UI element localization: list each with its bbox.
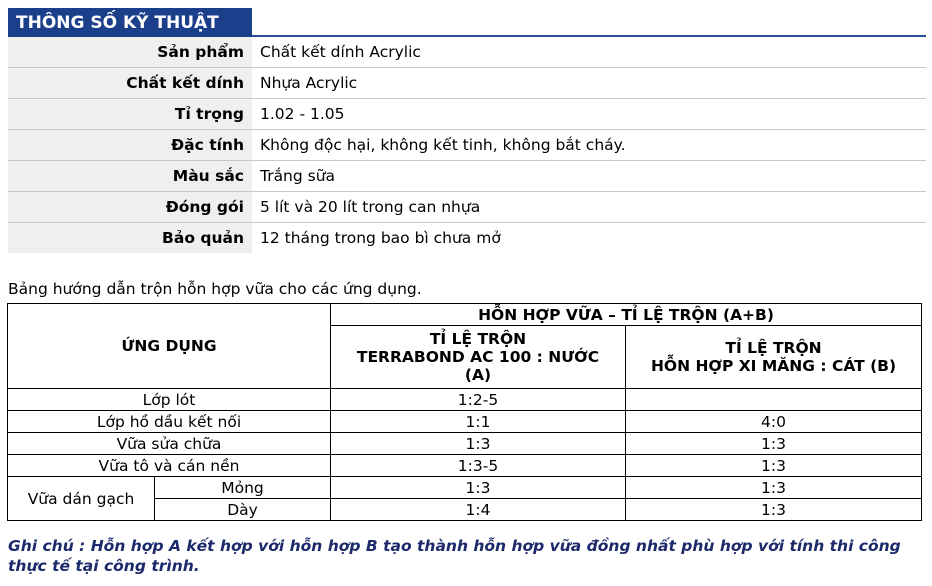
row-application: Lớp lót (8, 389, 331, 411)
header-group: HỖN HỢP VỮA – TỈ LỆ TRỘN (A+B) (331, 304, 922, 326)
spec-label: Tỉ trọng (8, 99, 252, 130)
row-ratio-b: 1:3 (626, 433, 922, 455)
spec-row (8, 68, 926, 99)
spec-row (8, 37, 926, 68)
mix-note: Ghi chú : Hỗn hợp A kết hợp với hỗn hợp B tạo thành hỗn hợp vữa đồng nhất phù hợp với tính thi công thực tế tại công trình. (8, 537, 901, 575)
row-ratio-a: 1:3 (331, 477, 626, 499)
row-application: Vữa tô và cán nền (8, 455, 331, 477)
spec-value: Trắng sữa (252, 161, 926, 192)
header-col-a: TỈ LỆ TRỘN TERRABOND AC 100 : NƯỚC (A) (331, 326, 626, 389)
spec-value: 5 lít và 20 lít trong can nhựa (252, 192, 926, 223)
spec-header (8, 8, 926, 37)
tile-application: Vữa dán gạch (8, 477, 155, 521)
tile-sub-name: Mỏng (155, 477, 331, 499)
spec-table (8, 37, 926, 253)
mix-header-row (8, 304, 922, 326)
spec-label: Đặc tính (8, 130, 252, 161)
header-col-b: TỈ LỆ TRỘN HỖN HỢP XI MĂNG : CÁT (B) (626, 326, 922, 389)
spec-title: THÔNG SỐ KỸ THUẬT (8, 8, 252, 37)
row-ratio-b: 4:0 (626, 411, 922, 433)
row-ratio-b: 1:3 (626, 455, 922, 477)
spec-row (8, 223, 926, 254)
spec-row (8, 130, 926, 161)
row-ratio-a: 1:2-5 (331, 389, 626, 411)
tile-sub-name: Dày (155, 499, 331, 521)
mix-table (7, 303, 922, 521)
row-ratio-a: 1:1 (331, 411, 626, 433)
row-ratio-b (626, 389, 922, 411)
table-row (8, 389, 922, 411)
table-row (8, 477, 922, 499)
row-ratio-a: 1:3 (331, 433, 626, 455)
row-ratio-a: 1:4 (331, 499, 626, 521)
spec-label: Bảo quản (8, 223, 252, 254)
spec-value: Không độc hại, không kết tinh, không bắt cháy. (252, 130, 926, 161)
table-row (8, 433, 922, 455)
spec-row (8, 161, 926, 192)
spec-value: 1.02 - 1.05 (252, 99, 926, 130)
spec-value: Chất kết dính Acrylic (252, 37, 926, 68)
header-application: ỨNG DỤNG (8, 304, 331, 389)
row-ratio-b: 1:3 (626, 477, 922, 499)
spec-label: Chất kết dính (8, 68, 252, 99)
table-row (8, 411, 922, 433)
row-application: Vữa sửa chữa (8, 433, 331, 455)
table-row (8, 455, 922, 477)
row-ratio-a: 1:3-5 (331, 455, 626, 477)
row-ratio-b: 1:3 (626, 499, 922, 521)
spec-value: Nhựa Acrylic (252, 68, 926, 99)
spec-label: Đóng gói (8, 192, 252, 223)
spec-value: 12 tháng trong bao bì chưa mở (260, 229, 501, 247)
spec-label: Màu sắc (8, 161, 252, 192)
row-application: Lớp hồ dầu kết nối (8, 411, 331, 433)
spec-row (8, 192, 926, 223)
spec-label: Sản phẩm (8, 37, 252, 68)
spec-row (8, 99, 926, 130)
mix-intro: Bảng hướng dẫn trộn hỗn hợp vữa cho các ứng dụng. (8, 280, 422, 298)
